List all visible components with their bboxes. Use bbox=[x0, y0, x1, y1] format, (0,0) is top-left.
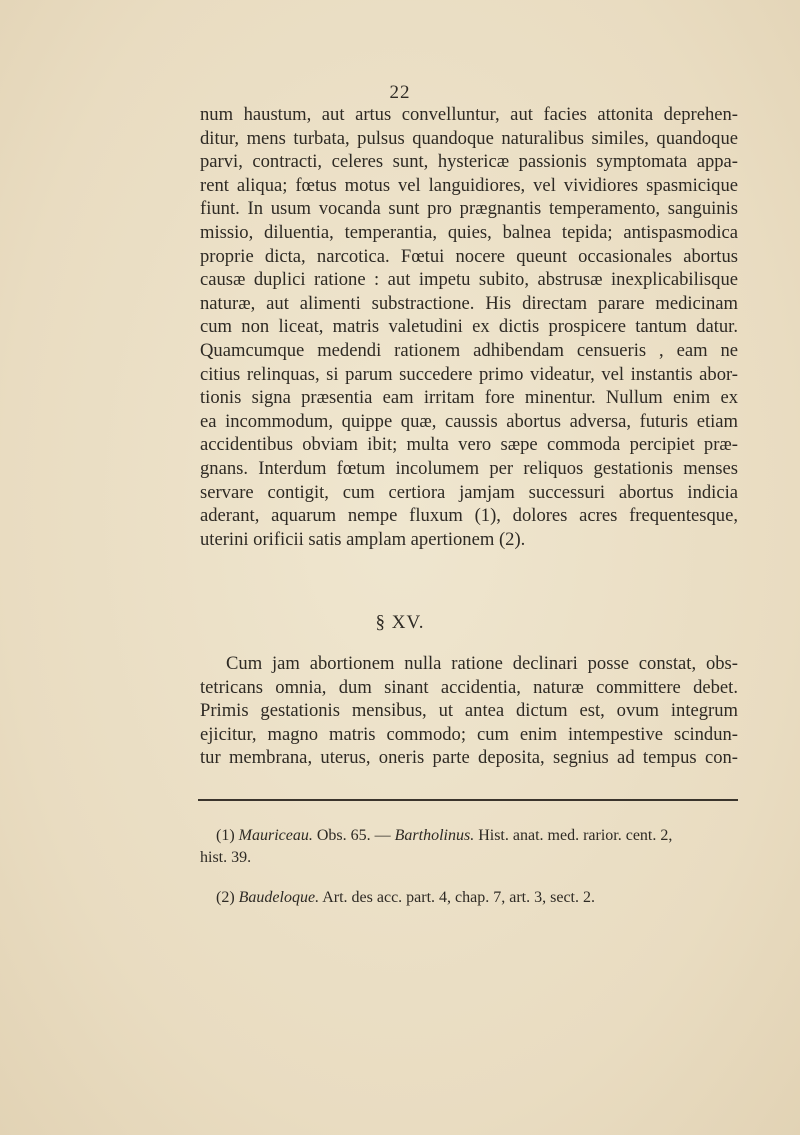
text-line: num haustum, aut artus convelluntur, aut facies attonita deprehen- bbox=[200, 104, 738, 125]
text-line: Cum jam abortionem nulla ratione declinari posse constat, obs- bbox=[226, 653, 738, 674]
paragraph-1 bbox=[200, 103, 738, 551]
page-number: 22 bbox=[389, 82, 411, 103]
text-line: missio, diluentia, temperantia, quies, balnea tepida; antispasmodica bbox=[200, 221, 738, 243]
text-line: tur membrana, uterus, oneris parte deposita, segnius ad tempus con- bbox=[200, 747, 738, 769]
text-line: Primis gestationis mensibus, ut antea dictum est, ovum integrum bbox=[200, 700, 738, 722]
text-line: uterini orificii satis amplam apertionem (2). bbox=[200, 528, 526, 550]
text-line: gnans. Interdum fœtum incolumem per reliquos gestationis menses bbox=[200, 457, 738, 479]
text-line: proprie dicta, narcotica. Fœtui nocere queunt occasionales abortus bbox=[200, 245, 738, 267]
footnote-marker: (2) bbox=[216, 889, 235, 906]
text-line: cum non liceat, matris valetudini ex dictis prospicere tantum datur. bbox=[200, 316, 738, 338]
footnote-text: Art. des acc. part. 4, chap. 7, art. 3, sect. 2. bbox=[322, 889, 595, 906]
text-line: Quamcumque medendi rationem adhibendam censueris , eam ne bbox=[200, 339, 738, 361]
text-line: tionis signa præsentia eam irritam fore minentur. Nullum enim ex bbox=[200, 387, 738, 409]
footnote-text: Obs. 65. — bbox=[316, 827, 391, 844]
footnote-2 bbox=[200, 887, 738, 909]
section-heading: § XV. bbox=[375, 612, 425, 633]
text-line: servare contigit, cum certiora jamjam successuri abortus indicia bbox=[200, 481, 738, 503]
text-line: ejicitur, magno matris commodo; cum enim intempestive scindun- bbox=[200, 723, 738, 745]
text-line: parvi, contracti, celeres sunt, hystericæ passionis symptomata appa- bbox=[200, 151, 738, 173]
text-line: citius relinquas, si parum succedere primo videatur, vel instantis abor- bbox=[200, 363, 738, 385]
text-line: naturæ, aut alimenti substractione. His directam parare medicinam bbox=[200, 292, 738, 314]
footnote-1-continuation: hist. 39. bbox=[200, 849, 252, 866]
footnote-author: Mauriceau. bbox=[238, 827, 313, 844]
text-line: rent aliqua; fœtus motus vel languidiores, vel vividiores spasmicique bbox=[200, 174, 738, 196]
footnotes bbox=[200, 825, 738, 909]
footnote-1 bbox=[200, 825, 738, 847]
text-line: tetricans omnia, dum sinant accidentia, naturæ committere debet. bbox=[200, 676, 738, 698]
text-line: fiunt. In usum vocanda sunt pro prægnantis temperamento, sanguinis bbox=[200, 198, 738, 220]
text-line: ditur, mens turbata, pulsus quandoque naturalibus similes, quandoque bbox=[200, 127, 738, 149]
footnote-marker: (1) bbox=[216, 827, 235, 844]
footnote-author: Baudeloque. bbox=[238, 889, 320, 906]
text-line: accidentibus obviam ibit; multa vero sæpe commoda percipiet præ- bbox=[200, 434, 738, 456]
paragraph-2 bbox=[200, 652, 738, 770]
footnote-separator-rule bbox=[198, 799, 738, 801]
text-line: causæ duplici ratione : aut impetu subito, abstrusæ inexplicabilisque bbox=[200, 269, 738, 291]
text-line: aderant, aquarum nempe fluxum (1), dolores acres frequentesque, bbox=[200, 505, 738, 527]
footnote-text: Hist. anat. med. rarior. cent. 2, bbox=[478, 827, 673, 844]
text-line: ea incommodum, quippe quæ, caussis abortus adversa, futuris etiam bbox=[200, 410, 738, 432]
footnote-author: Bartholinus. bbox=[394, 827, 475, 844]
